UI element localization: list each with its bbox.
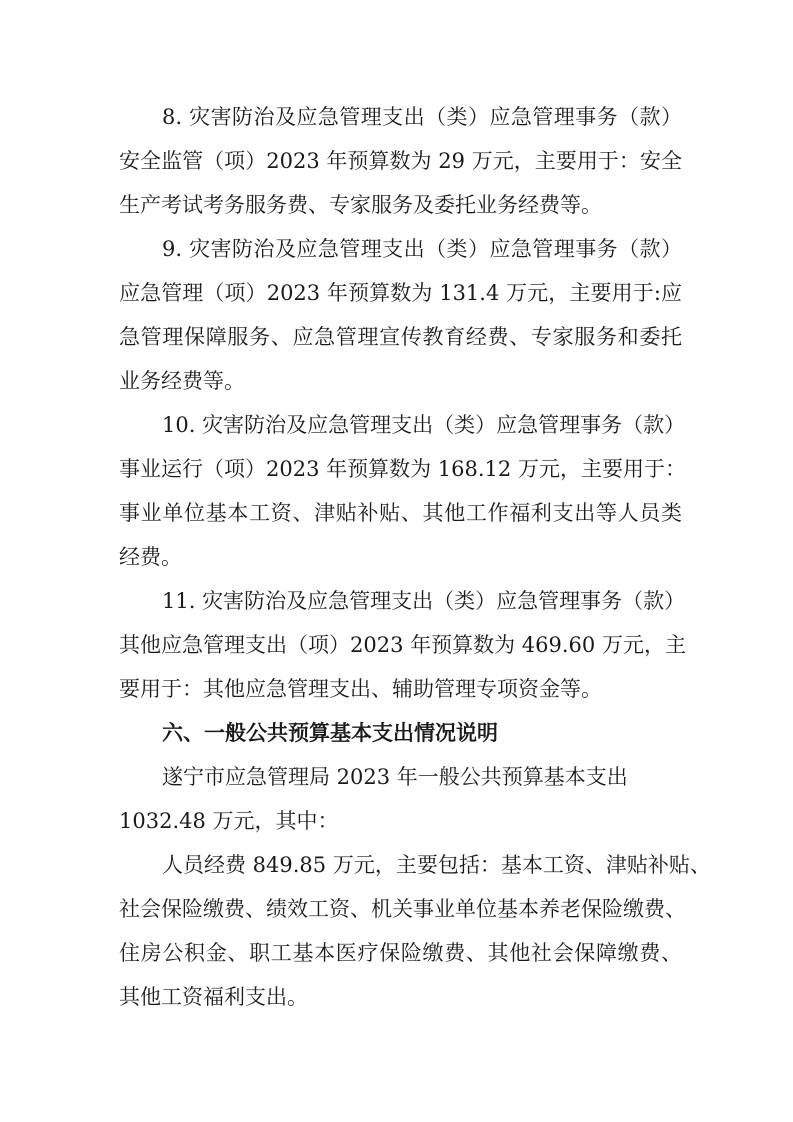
text-line: 急管理保障服务、应急管理宣传教育经费、专家服务和委托 (119, 325, 682, 349)
text-line: 业务经费等。 (119, 369, 245, 393)
text-line: 应急管理（项）2023 年预算数为 131.4 万元，主要用于:应 (119, 281, 682, 305)
text-line: 生产考试考务服务费、专家服务及委托业务经费等。 (119, 193, 602, 217)
text-line: 经费。 (119, 545, 182, 569)
text-line: 10. 灾害防治及应急管理支出（类）应急管理事务（款） (162, 413, 686, 437)
text-line: 人员经费 849.85 万元，主要包括：基本工资、津贴补贴、 (162, 853, 711, 877)
text-line: 9. 灾害防治及应急管理支出（类）应急管理事务（款） (162, 237, 682, 261)
text-line: 11. 灾害防治及应急管理支出（类）应急管理事务（款） (162, 589, 686, 613)
text-line: 8. 灾害防治及应急管理支出（类）应急管理事务（款） (162, 105, 682, 129)
text-line: 遂宁市应急管理局 2023 年一般公共预算基本支出 (162, 765, 628, 789)
text-line: 事业运行（项）2023 年预算数为 168.12 万元，主要用于： (119, 457, 686, 481)
text-line: 1032.48 万元，其中： (119, 809, 339, 833)
text-line: 要用于：其他应急管理支出、辅助管理专项资金等。 (119, 677, 602, 701)
text-line: 社会保险缴费、绩效工资、机关事业单位基本养老保险缴费、 (119, 897, 686, 921)
text-line: 其他工资福利支出。 (119, 985, 308, 1009)
text-line: 事业单位基本工资、津贴补贴、其他工作福利支出等人员类 (119, 501, 682, 525)
text-line: 安全监管（项）2023 年预算数为 29 万元，主要用于：安全 (119, 149, 682, 173)
text-line: 住房公积金、职工基本医疗保险缴费、其他社会保障缴费、 (119, 941, 682, 965)
text-line: 其他应急管理支出（项）2023 年预算数为 469.60 万元，主 (119, 633, 686, 657)
section-heading: 六、一般公共预算基本支出情况说明 (162, 721, 498, 745)
